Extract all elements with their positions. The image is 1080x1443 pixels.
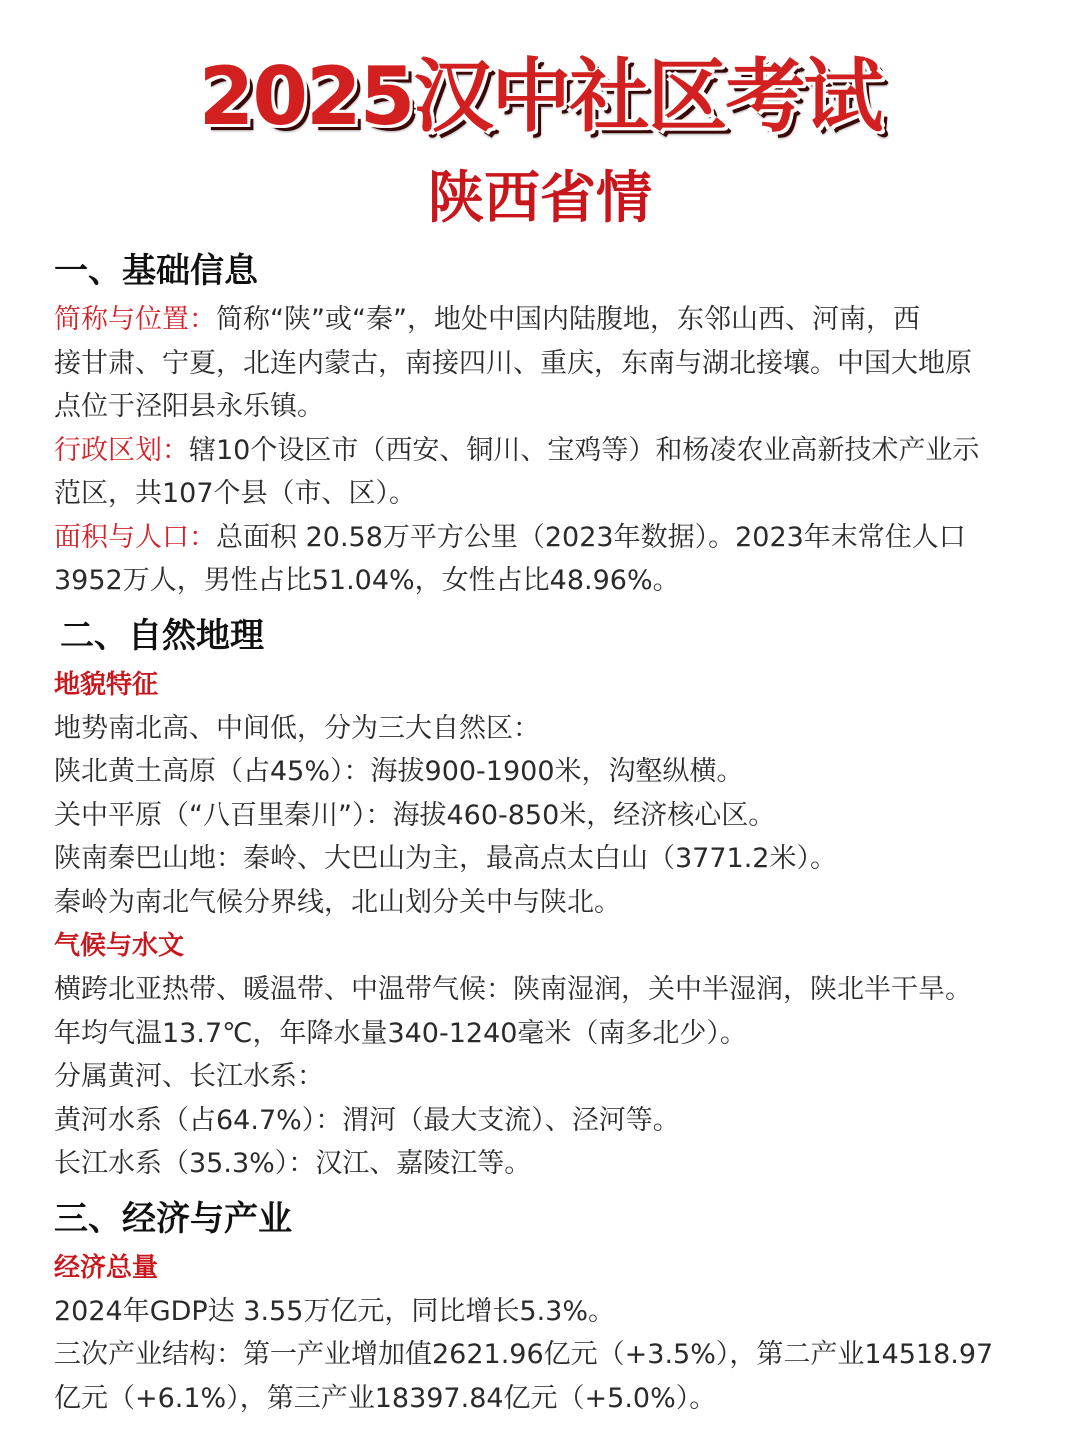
section-heading-economy: 三、经济与产业	[54, 1198, 292, 1239]
text-admin-2: 范区，共107个县（市、区）。	[54, 478, 417, 509]
label-area: 面积与人口：	[54, 521, 216, 553]
text-location-3: 点位于泾阳县永乐镇。	[54, 391, 324, 422]
climate-line: 黄河水系（占64.7%）：渭河（最大支流）、泾河等。	[54, 1104, 680, 1136]
landform-line: 秦岭为南北气候分界线，北山划分关中与陕北。	[54, 886, 621, 918]
economy-line: 三次产业结构：第一产业增加值2621.96亿元（+3.5%），第二产业14518.97	[54, 1339, 994, 1370]
climate-line: 长江水系（35.3%）：汉江、嘉陵江等。	[54, 1148, 532, 1179]
content-body	[54, 244, 1034, 1420]
text-location-1: 简称“陕”或“秦”，地处中国内陆腹地，东邻山西、河南，西	[216, 304, 920, 335]
label-location: 简称与位置：	[54, 304, 216, 335]
paragraph-location-line1	[54, 298, 1034, 342]
landform-line: 陕南秦巴山地：秦岭、大巴山为主，最高点太白山（3771.2米）。	[54, 843, 837, 874]
text-area-2: 3952万人，男性占比51.04%，女性占比48.96%。	[54, 565, 680, 596]
climate-line: 横跨北亚热带、暖温带、中温带气候：陕南湿润，关中半湿润，陕北半干旱。	[54, 974, 972, 1005]
section-heading-geography: 二、自然地理	[60, 615, 264, 656]
text-location-2: 接甘肃、宁夏，北连内蒙古，南接四川、重庆，东南与湖北接壤。中国大地原	[54, 347, 972, 379]
subtitle: 陕西省情	[428, 166, 652, 231]
subheading-landform: 地貌特征	[54, 669, 159, 700]
subheading-economic-total: 经济总量	[54, 1252, 159, 1283]
landform-line: 陕北黄土高原（占45%）：海拔900-1900米，沟壑纵横。	[54, 756, 744, 787]
economy-line: 亿元（+6.1%），第三产业18397.84亿元（+5.0%）。	[54, 1382, 717, 1414]
landform-line: 关中平原（“八百里秦川”）：海拔460-850米，经济核心区。	[54, 799, 776, 831]
text-area-1: 总面积 20.58万平方公里（2023年数据）。2023年末常住人口	[216, 521, 966, 553]
section-heading-basic-info: 一、基础信息	[54, 251, 258, 291]
climate-line: 年均气温13.7℃，年降水量340-1240毫米（南多北少）。	[54, 1017, 747, 1049]
paragraph-admin-line1	[54, 429, 1034, 473]
text-admin-1: 辖10个设区市（西安、铜川、宝鸡等）和杨凌农业高新技术产业示	[189, 434, 980, 466]
economy-line: 2024年GDP达 3.55万亿元，同比增长5.3%。	[54, 1295, 616, 1327]
subheading-climate: 气候与水文	[54, 931, 185, 961]
landform-line: 地势南北高、中间低，分为三大自然区：	[54, 712, 540, 744]
label-admin: 行政区划：	[54, 434, 189, 466]
main-title: 2025汉中社区考试	[198, 50, 882, 143]
climate-line: 分属黄河、长江水系：	[54, 1061, 324, 1092]
paragraph-area-line1	[54, 516, 1034, 560]
